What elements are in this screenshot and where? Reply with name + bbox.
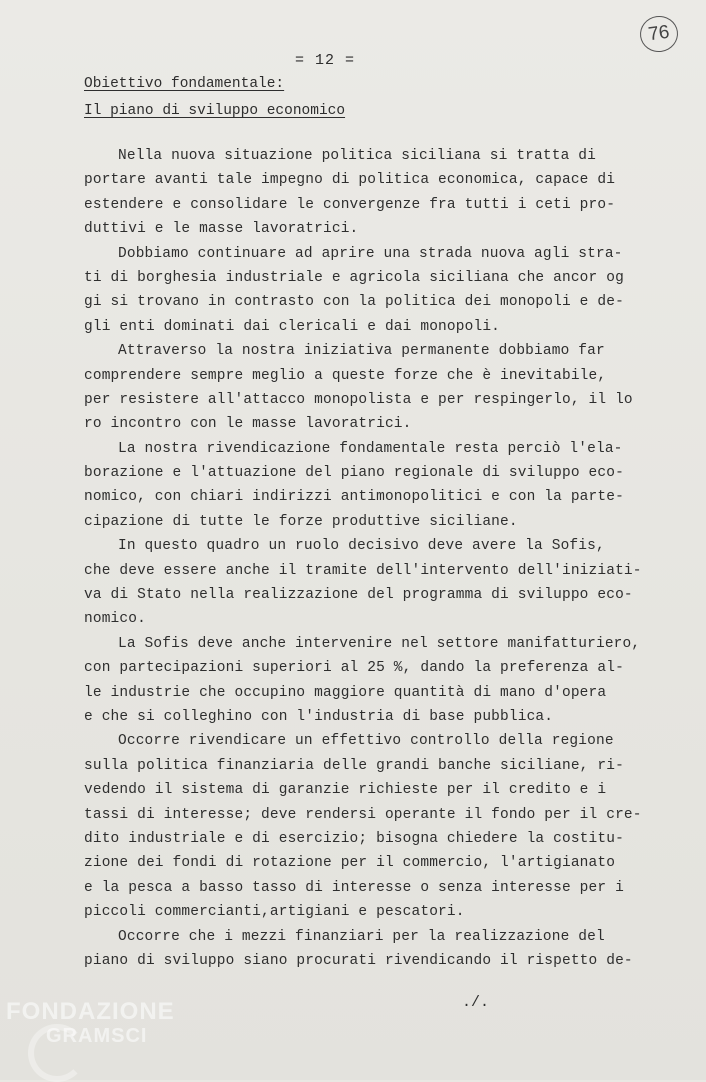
text-line: nomico, con chiari indirizzi antimonopolitici e con la parte- [84, 489, 624, 506]
text-line: Dobbiamo continuare ad aprire una strada nuova agli stra- [118, 245, 623, 262]
text-line: gli enti dominati dai clericali e dai monopoli. [84, 318, 501, 335]
text-line: per resistere all'attacco monopolista e per respingerlo, il lo [84, 391, 633, 408]
text-line: e che si colleghino con l'industria di base pubblica. [84, 708, 554, 725]
text-line: Occorre che i mezzi finanziari per la realizzazione del [118, 928, 605, 945]
page-number: = 12 = [294, 52, 355, 69]
text-line: La Sofis deve anche intervenire nel settore manifatturiero, [118, 635, 641, 652]
text-line: va di Stato nella realizzazione del programma di sviluppo eco- [84, 587, 633, 604]
text-line: gi si trovano in contrasto con la politica dei monopoli e de- [84, 294, 624, 311]
text-line: borazione e l'attuazione del piano regionale di sviluppo eco- [84, 465, 624, 482]
text-line: vedendo il sistema di garanzie richieste per il credito e i [84, 782, 607, 799]
text-line: La nostra rivendicazione fondamentale resta perciò l'ela- [118, 440, 623, 457]
text-line: nomico. [84, 611, 146, 628]
text-line: tassi di interesse; deve rendersi operante il fondo per il cre- [84, 806, 642, 823]
text-line: che deve essere anche il tramite dell'intervento dell'iniziati- [84, 562, 642, 579]
text-line: Attraverso la nostra iniziativa permanente dobbiamo far [118, 343, 605, 360]
watermark-line: FONDAZIONE [6, 998, 175, 1025]
text-line: comprendere sempre meglio a queste forze che è inevitabile, [84, 367, 607, 384]
section-subheading: Il piano di sviluppo economico [84, 103, 346, 119]
text-line: In questo quadro un ruolo decisivo deve avere la Sofis, [118, 538, 605, 555]
text-line: ro incontro con le masse lavoratrici. [84, 416, 412, 433]
text-line: ti di borghesia industriale e agricola siciliana che ancor og [84, 269, 624, 286]
text-line: con partecipazioni superiori al 25 %, dando la preferenza al- [84, 660, 624, 677]
text-line: zione dei fondi di rotazione per il commercio, l'artigianato [84, 855, 616, 872]
text-line: sulla politica finanziaria delle grandi banche siciliane, ri- [84, 757, 624, 774]
watermark-line: GRAMSCI [46, 1025, 148, 1047]
text-line: piano di sviluppo siano procurati rivendicando il rispetto de- [84, 952, 633, 969]
text-line: duttivi e le masse lavoratrici. [84, 221, 359, 238]
body-text [84, 144, 642, 973]
continuation-mark: ./. [462, 994, 490, 1011]
archive-number-stamp: 76 [638, 14, 681, 55]
text-line: e la pesca a basso tasso di interesse o senza interesse per i [84, 879, 624, 896]
text-line: cipazione di tutte le forze produttive siciliane. [84, 513, 518, 530]
text-line: estendere e consolidare le convergenze fra tutti i ceti pro- [84, 196, 616, 213]
text-line: dito industriale e di esercizio; bisogna chiedere la costitu- [84, 830, 624, 847]
text-line: Nella nuova situazione politica siciliana si tratta di [118, 148, 596, 164]
text-line: le industrie che occupino maggiore quantità di mano d'opera [84, 684, 607, 701]
text-line: Occorre rivendicare un effettivo controllo della regione [118, 733, 614, 750]
text-line: portare avanti tale impegno di politica economica, capace di [84, 172, 616, 189]
watermark [6, 1000, 175, 1046]
section-heading: Obiettivo fondamentale: [84, 76, 285, 92]
text-line: piccoli commercianti,artigiani e pescatori. [84, 904, 465, 921]
